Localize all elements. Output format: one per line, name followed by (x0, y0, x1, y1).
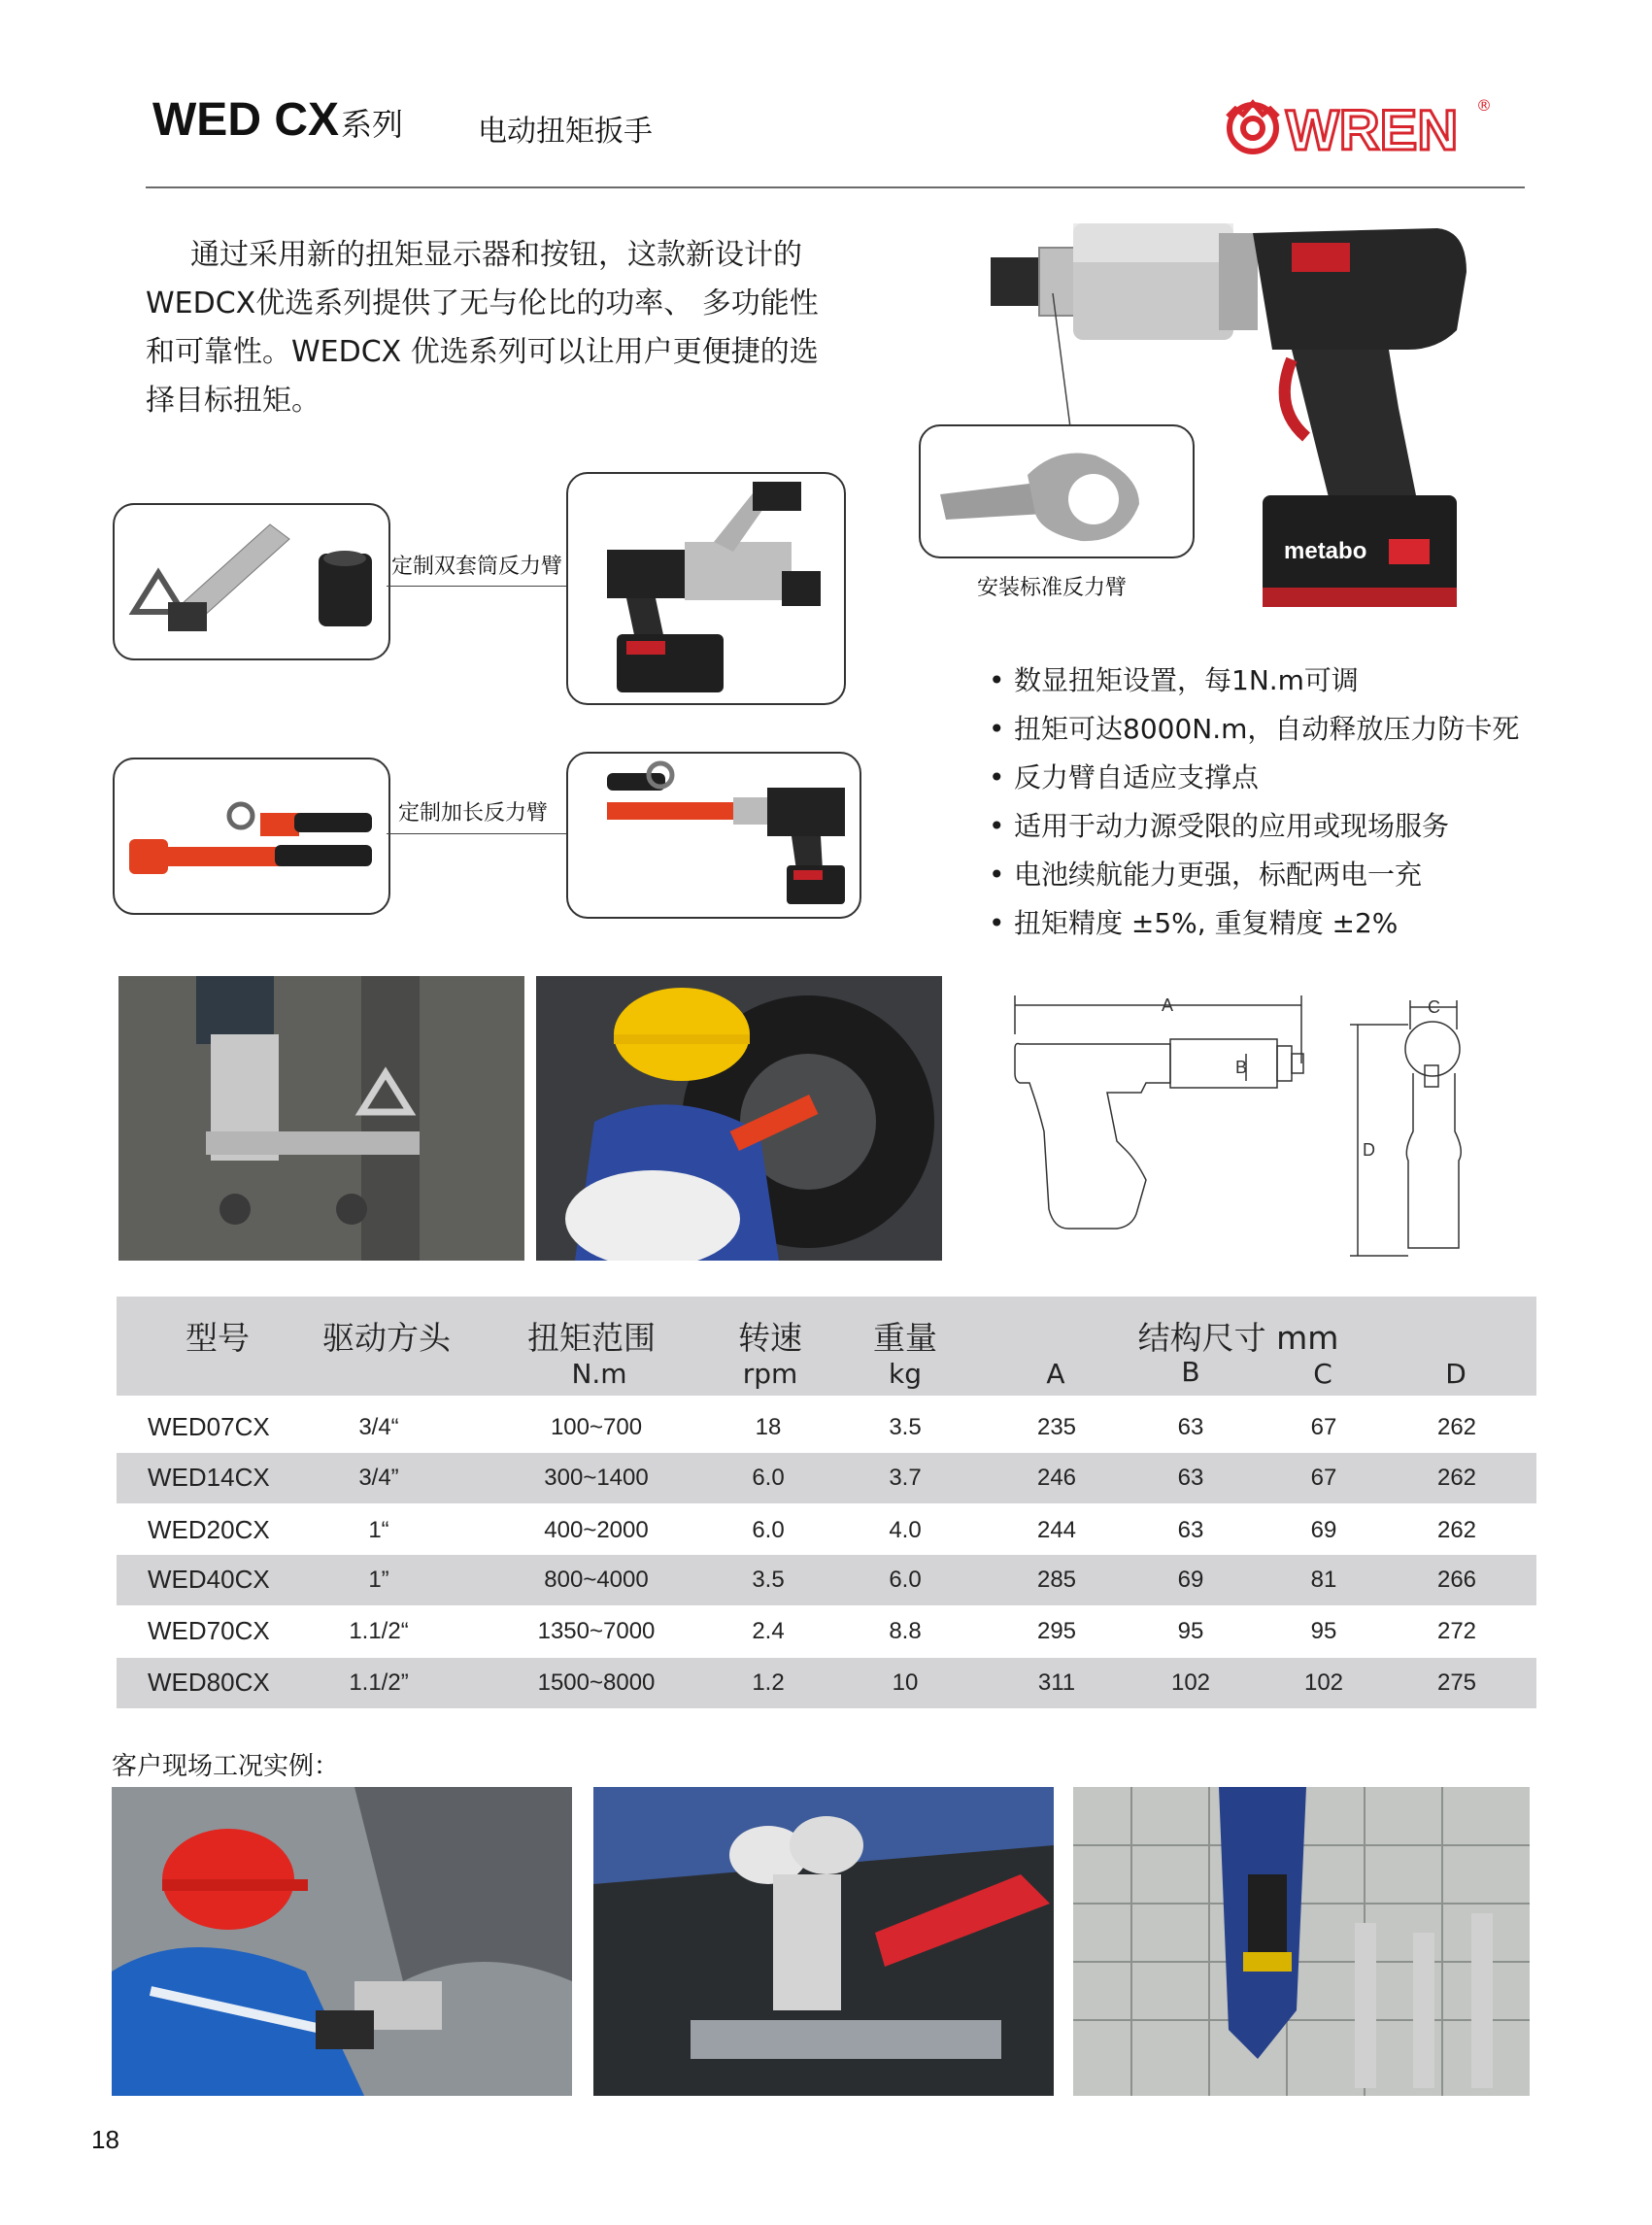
feature-item: • 扭矩可达8000N.m，自动释放压力防卡死 (989, 705, 1571, 754)
field-photo-2 (536, 976, 942, 1261)
page-title: WED CX系列 (152, 94, 404, 146)
page-number: 18 (91, 2125, 119, 2154)
col-header-a: A (1046, 1358, 1065, 1390)
dim-label-b: B (1235, 1058, 1248, 1077)
case-photo-3 (1073, 1787, 1530, 2096)
extended-arm-leader (387, 833, 567, 834)
title-series: 系列 (341, 107, 404, 142)
logo-wordmark: WREN (1286, 99, 1459, 162)
battery-brand: metabo (1284, 538, 1367, 564)
wren-logo (1214, 87, 1496, 165)
extended-arm-image (113, 758, 390, 915)
col-header-d: D (1445, 1358, 1467, 1390)
col-header-speed-unit: rpm (742, 1358, 798, 1390)
col-header-weight: 重量 (873, 1319, 937, 1357)
double-socket-leader (387, 586, 567, 587)
table-row: WED40CX 1” 800~4000 3.5 6.0 285 69 81 266 (117, 1555, 1536, 1605)
col-header-weight-unit: kg (889, 1358, 922, 1390)
col-header-speed: 转速 (738, 1319, 802, 1357)
col-header-model: 型号 (185, 1319, 250, 1357)
page-subtitle: 电动扭矩扳手 (478, 115, 653, 149)
dim-label-d: D (1363, 1140, 1375, 1160)
col-header-torque-unit: N.m (571, 1358, 627, 1390)
standard-arm-leader (1029, 291, 1088, 437)
feature-item: • 数显扭矩设置，每1N.m可调 (989, 657, 1571, 705)
feature-list (989, 657, 1571, 948)
feature-item: • 电池续航能力更强，标配两电一充 (989, 851, 1571, 899)
dimension-diagram (1000, 986, 1515, 1267)
dim-label-c: C (1428, 997, 1440, 1017)
double-socket-tool-image (566, 472, 846, 705)
col-header-torque: 扭矩范围 (527, 1319, 656, 1357)
feature-item: • 反力臂自适应支撑点 (989, 754, 1571, 802)
double-socket-label: 定制双套筒反力臂 (391, 555, 563, 579)
extended-arm-tool-image (566, 752, 861, 919)
cases-title: 客户现场工况实例： (112, 1752, 340, 1781)
header-rule (146, 186, 1525, 188)
svg-text:®: ® (1476, 96, 1492, 115)
col-header-dims: 结构尺寸 mm (1137, 1319, 1339, 1357)
field-photo-1 (118, 976, 524, 1261)
standard-arm-image (919, 424, 1195, 558)
table-row: WED07CX 3/4“ 100~700 18 3.5 235 63 67 262 (148, 1412, 1477, 1441)
case-photo-1 (112, 1787, 572, 2096)
extended-arm-label: 定制加长反力臂 (398, 801, 549, 826)
feature-item: • 适用于动力源受限的应用或现场服务 (989, 802, 1571, 851)
col-header-c: C (1313, 1358, 1332, 1390)
col-header-drive: 驱动方头 (322, 1319, 451, 1357)
table-row: WED14CX 3/4” 300~1400 6.0 3.7 246 63 67 262 (117, 1453, 1536, 1503)
feature-item: • 扭矩精度 ±5%, 重复精度 ±2% (989, 899, 1571, 948)
case-photo-2 (593, 1787, 1054, 2096)
table-row: WED20CX 1“ 400~2000 6.0 4.0 244 63 69 262 (148, 1515, 1477, 1544)
double-socket-arm-image (113, 503, 390, 660)
intro-paragraph: 通过采用新的扭矩显示器和按钮，这款新设计的WEDCX优选系列提供了无与伦比的功率、 多功能性和可靠性。WEDCX 优选系列可以让用户更便捷的选择目标扭矩。 (146, 238, 819, 418)
table-row: WED70CX 1.1/2“ 1350~7000 2.4 8.8 295 95 95 272 (148, 1616, 1477, 1645)
wren-logo-icon (1214, 87, 1496, 165)
dim-label-a: A (1162, 995, 1174, 1015)
col-header-b: B (1181, 1356, 1200, 1388)
table-row: WED80CX 1.1/2” 1500~8000 1.2 10 311 102 102 275 (117, 1658, 1536, 1708)
standard-arm-label: 安装标准反力臂 (977, 576, 1128, 600)
